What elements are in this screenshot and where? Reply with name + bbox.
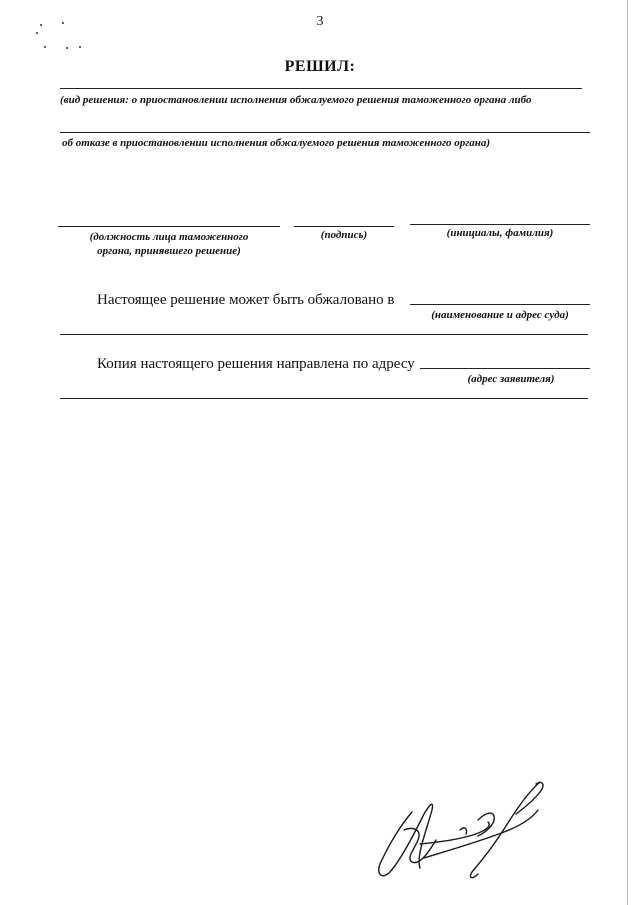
- position-caption-1: (должность лица таможенного: [89, 231, 249, 243]
- decision-type-caption-2: об отказе в приостановлении исполнения обжалуемого решения таможенного органа): [62, 137, 491, 149]
- court-line: [410, 304, 590, 305]
- page-title: РЕШИЛ:: [284, 58, 356, 75]
- initials-line: [410, 224, 590, 225]
- scan-speck: [66, 47, 68, 49]
- court-continuation-line: [60, 334, 588, 335]
- applicant-line: [420, 368, 590, 369]
- scan-speck: [36, 32, 38, 34]
- decision-type-caption-1: (вид решения: о приостановлении исполнения обжалуемого решения таможенного органа либо: [60, 94, 532, 106]
- copy-statement: Копия настоящего решения направлена по адресу: [97, 356, 415, 372]
- scan-speck: [44, 46, 46, 48]
- appeal-statement: Настоящее решение может быть обжаловано в: [97, 292, 395, 308]
- decision-type-line-2: [60, 132, 590, 133]
- position-line: [58, 226, 280, 227]
- signature-caption: (подпись): [320, 229, 368, 241]
- court-caption: (наименование и адрес суда): [431, 309, 569, 321]
- page-number: 3: [316, 14, 324, 29]
- applicant-continuation-line: [60, 398, 588, 399]
- decision-type-line: [60, 88, 582, 89]
- signature-line: [294, 226, 394, 227]
- page-edge: [627, 0, 628, 905]
- position-caption-2: органа, принявшего решение): [97, 245, 241, 257]
- applicant-caption: (адрес заявителя): [467, 373, 555, 385]
- scan-speck: [79, 46, 81, 48]
- handwritten-signature: [360, 770, 560, 890]
- initials-caption: (инициалы, фамилия): [446, 227, 554, 239]
